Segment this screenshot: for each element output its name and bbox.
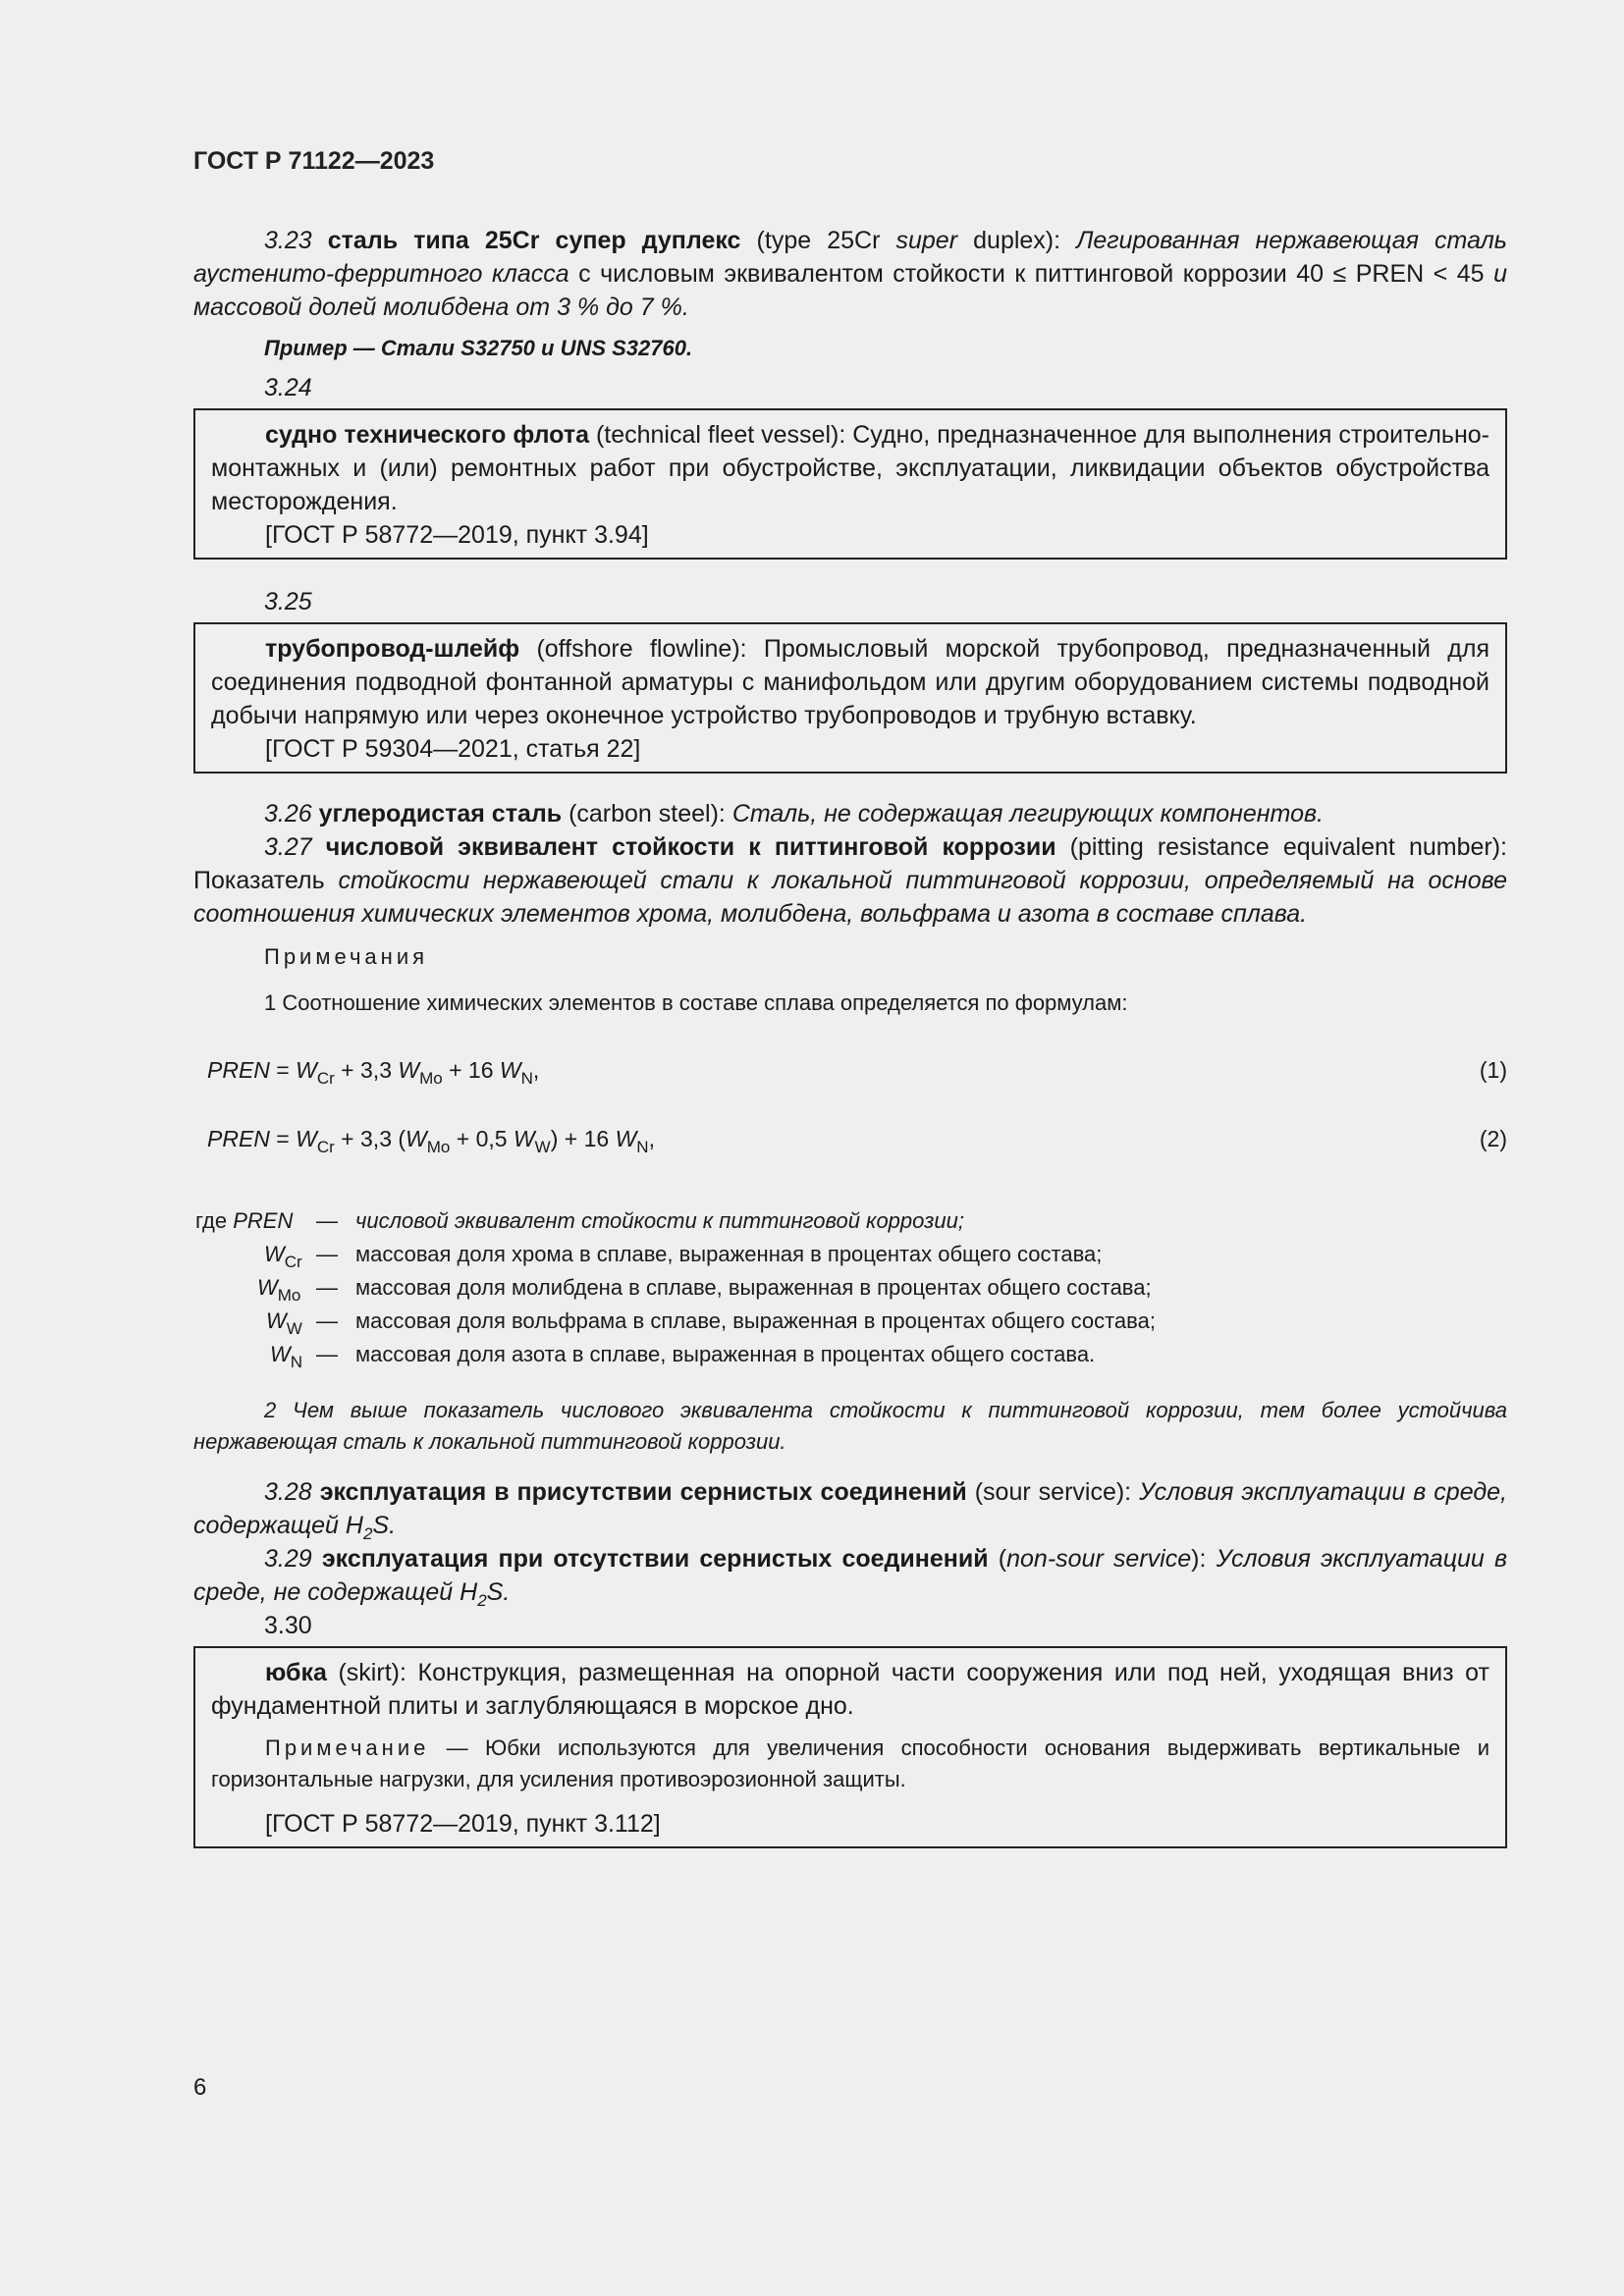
legend-description: массовая доля молибдена в сплаве, выраженная в процентах общего состава; — [355, 1275, 1152, 1300]
legend-symbol — [257, 1275, 301, 1305]
note-1: 1 Соотношение химических элементов в составе сплава определяется по формулам: — [264, 990, 1128, 1015]
term: юбка — [265, 1659, 327, 1686]
clause-number-3-24: 3.24 — [264, 374, 312, 401]
definition-3-26 — [193, 797, 1507, 830]
definition-text: Сталь, не содержащая легирующих компонентов. — [731, 800, 1324, 828]
source-reference: [ГОСТ Р 58772—2019, пункт 3.94] — [265, 521, 649, 549]
subscript-cr: Cr — [316, 1069, 335, 1088]
subscript-n: N — [520, 1069, 533, 1088]
operator: + 0,5 — [450, 1126, 514, 1151]
box-note — [211, 1733, 1489, 1795]
dash: — — [316, 1342, 338, 1366]
symbol-pren: PREN — [207, 1057, 270, 1083]
symbol-pren: PREN — [207, 1126, 270, 1151]
term: эксплуатация в присутствии сернистых соединений — [319, 1478, 967, 1506]
definition-text: (technical fleet vessel): Судно, предназначенное для выполнения строительно-монтажных и (или) ремонтных работ при обустройстве, эксплуатации, ликвидации объектов обустройства месторождения. — [211, 421, 1489, 515]
legend-description: массовая доля вольфрама в сплаве, выраженная в процентах общего состава; — [355, 1308, 1156, 1333]
dash: — — [316, 1242, 338, 1266]
definition-text: S. — [372, 1512, 397, 1539]
term: эксплуатация при отсутствии сернистых соединений — [321, 1545, 989, 1573]
clause-number: 3.26 — [264, 800, 312, 828]
symbol-w: W — [296, 1057, 317, 1083]
document-body — [193, 224, 1507, 1848]
clause-number: 3.29 — [264, 1545, 312, 1573]
subscript-n: N — [290, 1353, 303, 1371]
legend-symbol — [264, 1242, 302, 1271]
punctuation: , — [648, 1126, 655, 1151]
note-label: Примечание — [265, 1735, 430, 1760]
definition-text: S. — [486, 1578, 511, 1606]
definition-text: и массовой долей молибдена от 3 % до 7 %. — [193, 260, 1507, 321]
formula-1 — [193, 1057, 1507, 1091]
variable-legend — [193, 1208, 1507, 1375]
definition-3-25 — [211, 632, 1489, 732]
definition-text: 40 ≤ PREN < 45 — [1286, 260, 1485, 288]
formula-2 — [193, 1126, 1507, 1159]
term: трубопровод-шлейф — [265, 635, 520, 663]
definition-3-24 — [211, 418, 1489, 518]
symbol-w: W — [615, 1126, 637, 1151]
legend-row-pren — [193, 1208, 1507, 1242]
clause-number-3-25: 3.25 — [264, 588, 312, 615]
symbol-w: W — [296, 1126, 317, 1151]
where-word: где — [195, 1208, 234, 1233]
definition-box-3-25 — [193, 622, 1507, 774]
document-header: ГОСТ Р 71122—2023 — [193, 147, 435, 175]
subscript-mo: Mo — [419, 1069, 443, 1088]
subscript-w: W — [534, 1138, 551, 1156]
dash: — — [316, 1308, 338, 1333]
definition-3-30 — [211, 1656, 1489, 1723]
legend-row-w — [193, 1308, 1507, 1342]
clause-number: 3.27 — [264, 833, 312, 861]
formula-body — [207, 1126, 655, 1156]
term: числовой эквивалент стойкости к питтинговой коррозии — [325, 833, 1056, 861]
formula-number: (2) — [1479, 1126, 1507, 1151]
formula-number: (1) — [1479, 1057, 1507, 1083]
formula-body — [207, 1057, 540, 1088]
term: углеродистая сталь — [318, 800, 563, 828]
legend-description: массовая доля хрома в сплаве, выраженная в процентах общего состава; — [355, 1242, 1103, 1266]
subscript: 2 — [362, 1524, 373, 1543]
definition-box-3-24 — [193, 408, 1507, 560]
definition-box-3-30 — [193, 1646, 1507, 1848]
definition-text: стойкости нержавеющей стали к локальной питтинговой коррозии, определяемый на основе соотношения химических элементов хрома, молибдена, вольфрама и азота в составе сплава. — [193, 867, 1507, 928]
symbol-pren: PREN — [233, 1208, 294, 1233]
legend-row-cr — [193, 1242, 1507, 1275]
symbol-w: W — [270, 1342, 291, 1366]
subscript: 2 — [477, 1591, 487, 1610]
legend-symbol — [195, 1208, 293, 1234]
symbol-w: W — [264, 1242, 285, 1266]
symbol-w: W — [499, 1057, 521, 1083]
definition-text: Условия эксплуатации в среде, содержащей H — [193, 1478, 1507, 1539]
punctuation: , — [532, 1057, 540, 1083]
term-en: (sour service): — [966, 1478, 1140, 1506]
operator: = — [269, 1057, 297, 1083]
legend-description: числовой эквивалент стойкости к питтинговой коррозии; — [355, 1208, 964, 1233]
clause-number: 3.23 — [264, 227, 312, 254]
legend-symbol — [270, 1342, 303, 1371]
operator: = — [269, 1126, 297, 1151]
subscript-mo: Mo — [277, 1286, 301, 1305]
source-reference: [ГОСТ Р 59304—2021, статья 22] — [265, 735, 641, 763]
definition-3-28 — [193, 1475, 1507, 1542]
term-en-italic: non-sour service — [1006, 1545, 1192, 1573]
term-en: (carbon steel): — [562, 800, 732, 828]
definition-3-27 — [193, 830, 1507, 931]
note-2: 2 Чем выше показатель числового эквивалента стойкости к питтинговой коррозии, тем более устойчива нержавеющая сталь к локальной питтинговой коррозии. — [193, 1398, 1507, 1454]
legend-row-n — [193, 1342, 1507, 1375]
note-text: — Юбки используются для увеличения способности основания выдерживать вертикальные и горизонтальные нагрузки, для усиления противоэрозионной защиты. — [211, 1735, 1489, 1791]
symbol-w: W — [257, 1275, 278, 1300]
subscript-cr: Cr — [284, 1253, 302, 1271]
clause-number-3-30: 3.30 — [264, 1612, 312, 1639]
definition-text: с числовым эквивалентом стойкости к питтинговой коррозии — [568, 260, 1287, 288]
subscript-n: N — [636, 1138, 649, 1156]
clause-number: 3.28 — [264, 1478, 312, 1506]
subscript-w: W — [286, 1319, 302, 1338]
term: сталь типа 25Cr супер дуплекс — [327, 227, 741, 254]
subscript-cr: Cr — [316, 1138, 335, 1156]
example: Пример — Стали S32750 и UNS S32760. — [264, 336, 693, 360]
dash: — — [316, 1275, 338, 1300]
legend-row-mo — [193, 1275, 1507, 1308]
term-en-open: ( — [988, 1545, 1007, 1573]
term-en: (pitting resistance equivalent number): Показатель — [193, 833, 1507, 894]
definition-3-23 — [193, 224, 1507, 324]
symbol-w: W — [398, 1057, 420, 1083]
page-number: 6 — [193, 2074, 207, 2101]
definition-text: Условия эксплуатации в среде, не содержащей H — [193, 1545, 1508, 1606]
operator: + 3,3 — [334, 1057, 399, 1083]
operator: + 16 — [442, 1057, 500, 1083]
dash: — — [316, 1208, 338, 1233]
notes-title: Примечания — [264, 944, 429, 969]
term-en-close: duplex): — [957, 227, 1061, 254]
definition-3-29 — [193, 1542, 1507, 1609]
symbol-w: W — [513, 1126, 535, 1151]
term: судно технического флота — [265, 421, 589, 449]
term-en-italic: super — [895, 227, 958, 254]
definition-text: Легированная нержавеющая сталь аустенито-ферритного класса — [193, 227, 1507, 288]
legend-symbol — [266, 1308, 302, 1338]
term-en-close: ): — [1191, 1545, 1217, 1573]
term-en-open: (type 25Cr — [756, 227, 896, 254]
subscript-mo: Mo — [426, 1138, 451, 1156]
legend-description: массовая доля азота в сплаве, выраженная в процентах общего состава. — [355, 1342, 1096, 1366]
operator: ) + 16 — [550, 1126, 616, 1151]
operator: + 3,3 ( — [334, 1126, 406, 1151]
symbol-w: W — [406, 1126, 427, 1151]
definition-text: (offshore flowline): Промысловый морской трубопровод, предназначенный для соединения подводной фонтанной арматуры с манифольдом или другим оборудованием системы подводной добычи напрямую или через оконечное устройство трубопроводов и трубную вставку. — [211, 635, 1489, 729]
definition-text: (skirt): Конструкция, размещенная на опорной части сооружения или под ней, уходящая вниз от фундаментной плиты и заглубляющаяся в морское дно. — [211, 1659, 1489, 1720]
symbol-w: W — [266, 1308, 287, 1333]
source-reference: [ГОСТ Р 58772—2019, пункт 3.112] — [265, 1810, 661, 1838]
